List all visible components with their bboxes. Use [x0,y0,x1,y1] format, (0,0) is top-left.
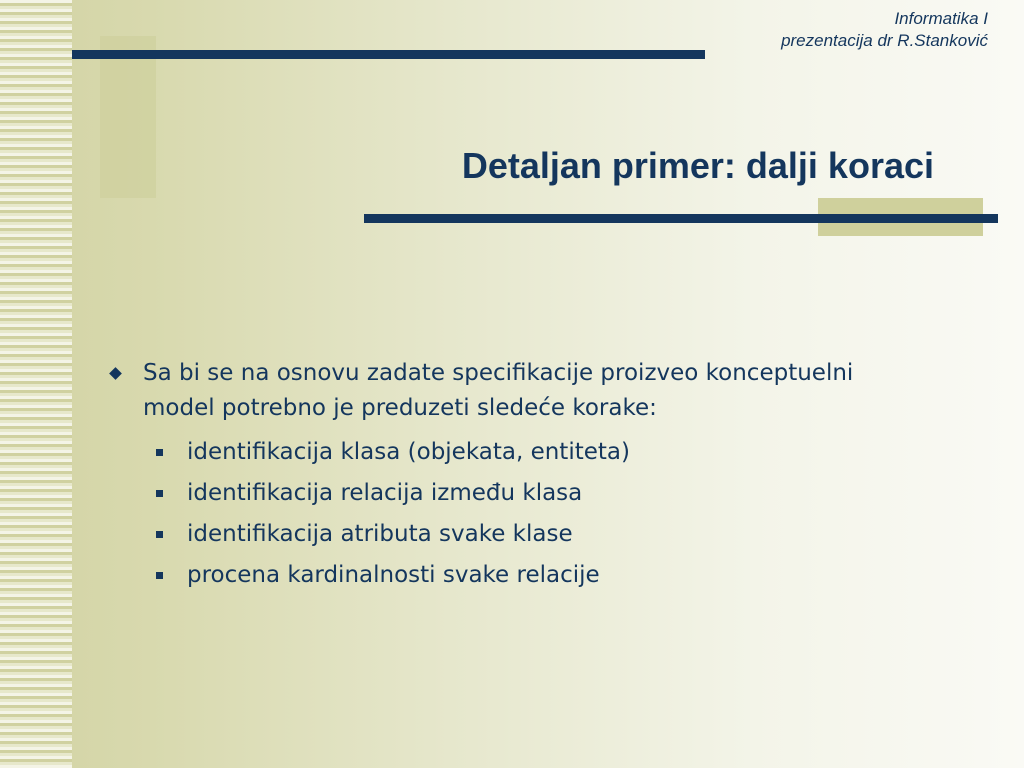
square-bullet-icon [156,449,163,456]
main-bullet-text: Sa bi se na osnovu zadate specifikacije proizveo konceptuelni model potrebno je preduzeti sledeće korake: [143,360,854,421]
sub-bullet-text: identifikacija klasa (objekata, entiteta) [187,439,630,465]
title-rule [364,214,998,223]
slide-title: Detaljan primer: dalji koraci [461,145,934,186]
sub-bullet [156,432,926,473]
sub-bullet-list [156,432,926,596]
decorative-block-left [100,36,156,198]
header-course: Informatika I [894,9,988,28]
decorative-stripes [0,0,72,768]
sub-bullet-text: identifikacija atributa svake klase [187,521,573,547]
sub-bullet [156,555,926,596]
sub-bullet [156,473,926,514]
slide-content [106,356,926,596]
diamond-bullet-icon [109,367,122,380]
square-bullet-icon [156,490,163,497]
square-bullet-icon [156,572,163,579]
top-rule [72,50,705,59]
header-note [781,8,988,52]
header-author: prezentacija dr R.Stanković [781,31,988,50]
sub-bullet-text: procena kardinalnosti svake relacije [187,562,600,588]
sub-bullet [156,514,926,555]
main-bullet [106,356,926,426]
square-bullet-icon [156,531,163,538]
sub-bullet-text: identifikacija relacija između klasa [187,480,583,506]
